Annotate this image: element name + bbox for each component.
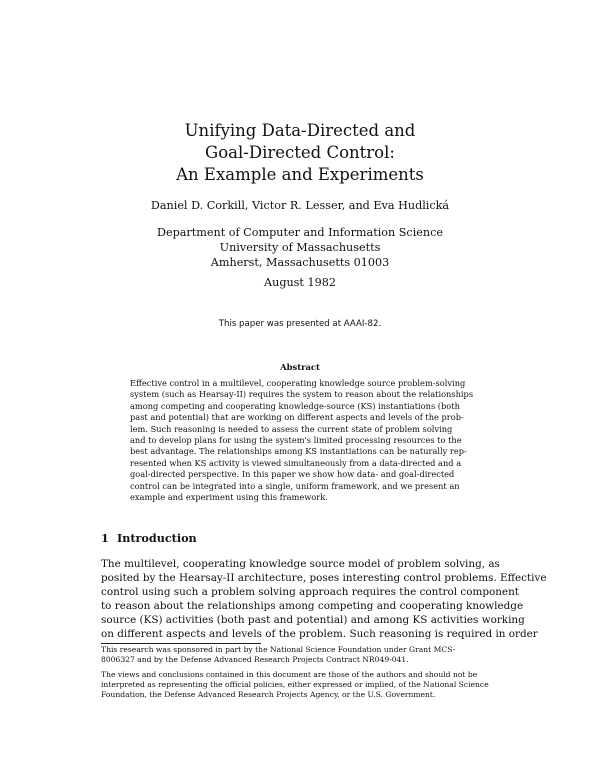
title-line: Goal-Directed Control: [205,143,395,162]
abstract-line: past and potential) that are working on different aspects and levels of the prob- [130,412,464,423]
footnote-disclaimer [101,670,499,700]
abstract-line: example and experiment using this framework. [130,492,328,503]
paper-title [0,120,600,186]
title-line: Unifying Data-Directed and [184,121,416,140]
author-list: Daniel D. Corkill, Victor R. Lesser, and Eva Hudlická [150,199,450,212]
body-line: to reason about the relationships among competing and cooperating knowledge [101,600,524,613]
title-line: An Example and Experiments [176,165,424,184]
body-line: on different aspects and levels of the problem. Such reasoning is required in order [101,628,538,641]
affiliation-line: University of Massachusetts [219,241,381,254]
section-heading [101,531,197,545]
affiliation-line: Amherst, Massachusetts 01003 [210,256,390,269]
abstract-line: resented when KS activity is viewed simultaneously from a data-directed and a [130,457,462,468]
footnote-line: 8006327 and by the Defense Advanced Research Projects Contract NR049-041. [101,655,409,664]
abstract-line: best advantage. The relationships among KS instantiations can be naturally rep- [130,446,467,457]
abstract-line: system (such as Hearsay-II) requires the system to reason about the relationships [130,389,474,400]
paper-date: August 1982 [264,276,336,289]
footnote-sponsor [101,645,499,665]
body-line: posited by the Hearsay-II architecture, poses interesting control problems. Effective [101,572,547,585]
footnote-line: The views and conclusions contained in this document are those of the authors and should not be [101,670,478,679]
abstract-line: and to develop plans for using the system's limited processing resources to the [130,435,462,446]
affiliation-line: Department of Computer and Information Science [157,226,443,239]
footnote-line: Foundation, the Defense Advanced Research Projects Agency, or the U.S. Government. [101,690,436,699]
abstract-line: control can be integrated into a single, uniform framework, and we present an [130,480,460,491]
abstract-line: among competing and cooperating knowledge-source (KS) instantiations (both [130,400,460,411]
body-line: control using such a problem solving approach requires the control component [101,586,519,599]
abstract-heading: Abstract [280,362,320,372]
affiliation [0,225,600,270]
abstract-line: lem. Such reasoning is needed to assess the current state of problem solving [130,423,453,434]
abstract-line: goal-directed perspective. In this paper we show how data- and goal-directed [130,469,455,480]
body-line: The multilevel, cooperating knowledge source model of problem solving, as [101,558,500,570]
abstract-line: Effective control in a multilevel, cooperating knowledge source problem-solving [130,378,466,388]
footnote-rule [101,643,261,644]
presented-note: This paper was presented at AAAI-82. [218,319,382,329]
footnote-line: interpreted as representing the official policies, either expressed or implied, of the National Science [101,680,489,689]
section-title: Introduction [117,531,197,545]
abstract-body [130,378,472,503]
body-line: source (KS) activities (both past and potential) and among KS activities working [101,614,525,627]
section-body [101,557,547,642]
section-number: 1 [101,531,109,545]
footnote-line: This research was sponsored in part by the National Science Foundation under Grant MCS- [101,645,456,654]
